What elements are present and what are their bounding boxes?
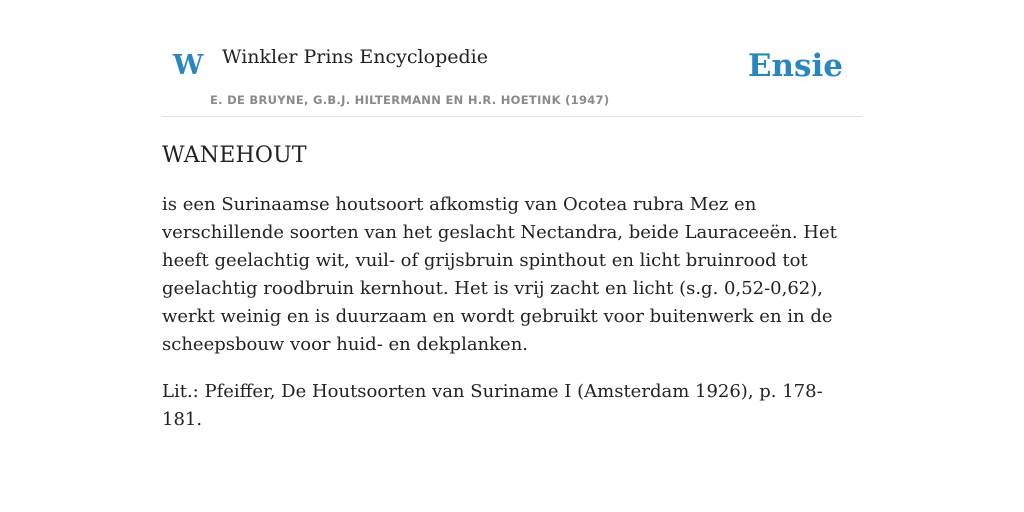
site-header [162, 0, 862, 117]
entry-title: WANEHOUT [162, 143, 307, 168]
encyclopedia-title-link[interactable]: Winkler Prins Encyclopedie [222, 46, 488, 68]
encyclopedia-authors: E. DE BRUYNE, G.B.J. HILTERMANN EN H.R. HOETINK (1947) [210, 93, 610, 107]
entry-body-text: is een Surinaamse houtsoort afkomstig van Ocotea rubra Mez en verschillende soorten van het geslacht Nectandra, beide Lauraceeën. Het heeft geelachtig wit, vuil- of grijsbruin spinthout en licht bruinrood tot geelachtig roodbruin kernhout. Het is vrij zacht en licht (s.g. 0,52-0,62), werkt weinig en is duurzaam en wordt gebruikt voor buitenwerk en in de scheepsbouw voor huid- en dekplanken. [162, 194, 837, 356]
entry-literature: Lit.: Pfeiffer, De Houtsoorten van Suriname I (Amsterdam 1926), p. 178-181. [162, 381, 823, 431]
logo-w-icon[interactable]: W [173, 50, 204, 81]
page [162, 0, 862, 434]
ensie-brand-link[interactable]: Ensie [747, 48, 843, 84]
